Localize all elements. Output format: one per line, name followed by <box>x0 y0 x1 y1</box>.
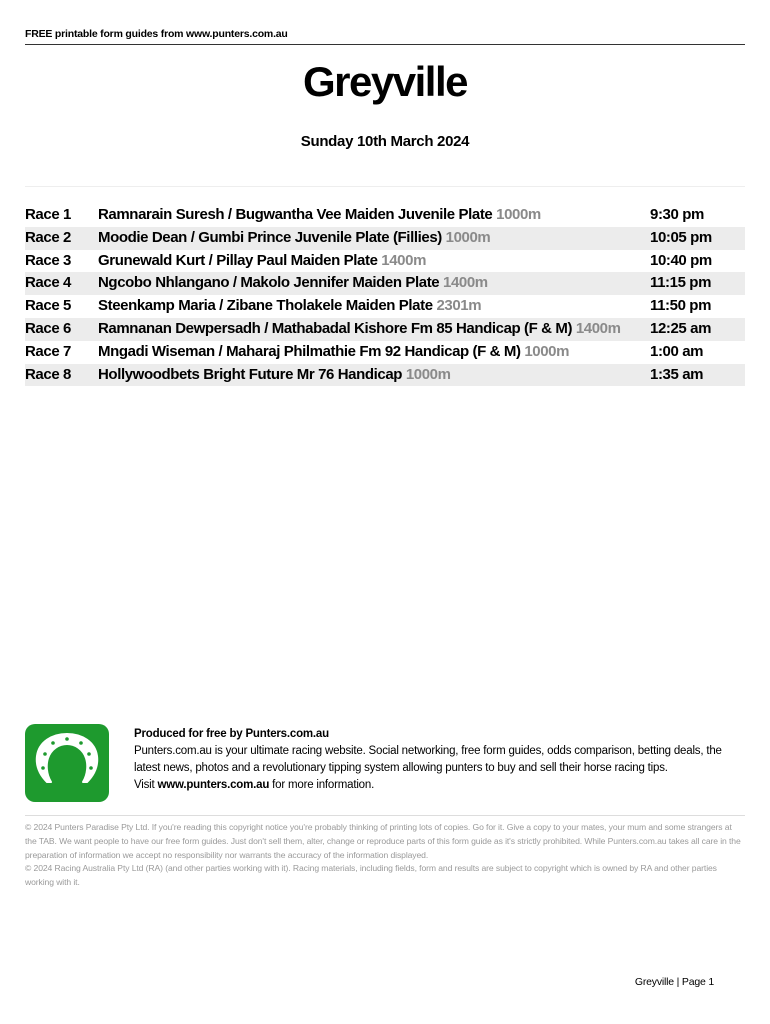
race-number: Race 1 <box>25 206 71 223</box>
race-row-7 <box>25 341 745 364</box>
race-number: Race 5 <box>25 297 71 315</box>
race-number: Race 4 <box>25 274 71 292</box>
race-row-1 <box>25 204 745 227</box>
punters-link[interactable]: www.punters.com.au <box>157 779 270 791</box>
race-name: Moodie Dean / Gumbi Prince Juvenile Plate (Fillies) <box>98 228 442 246</box>
horseshoe-icon <box>25 724 109 802</box>
race-name: Mngadi Wiseman / Maharaj Philmathie Fm 92 Handicap (F & M) <box>98 342 521 360</box>
punters-logo <box>25 724 109 802</box>
race-number: Race 7 <box>25 342 71 360</box>
race-time: 12:25 am <box>650 319 712 337</box>
race-row-2 <box>25 227 745 250</box>
race-number: Race 2 <box>25 228 71 246</box>
race-time: 1:00 am <box>650 342 704 360</box>
race-time: 11:15 pm <box>650 274 712 292</box>
race-time: 10:40 pm <box>650 251 712 269</box>
race-row-5 <box>25 295 745 318</box>
visit-prefix: Visit <box>134 779 155 791</box>
race-time: 11:50 pm <box>650 297 712 315</box>
race-distance: 1400m <box>575 319 621 337</box>
race-distance: 1000m <box>405 365 451 383</box>
promo-body: Punters.com.au is your ultimate racing website. Social networking, free form guides, odds comparison, betting deals, the latest news, photos and a revolutionary tipping system allowing punters to buy and sell their horse racing tips. <box>134 745 722 774</box>
race-distance: 1000m <box>524 342 570 360</box>
race-row-4 <box>25 272 745 295</box>
race-distance: 2301m <box>436 297 482 315</box>
race-time: 1:35 am <box>650 365 704 383</box>
race-name: Hollywoodbets Bright Future Mr 76 Handicap <box>98 365 403 383</box>
promo-block <box>25 724 745 804</box>
race-row-8 <box>25 364 745 387</box>
race-row-6 <box>25 318 745 341</box>
page-footer: Greyville | Page 1 <box>634 976 714 988</box>
fine-print <box>25 815 745 890</box>
venue-title: Greyville <box>303 58 467 105</box>
promo-title: Produced for free by Punters.com.au <box>134 728 329 740</box>
race-time: 9:30 pm <box>650 206 704 223</box>
race-list <box>25 204 745 386</box>
divider <box>25 186 745 187</box>
race-distance: 1400m <box>381 251 427 269</box>
race-name: Grunewald Kurt / Pillay Paul Maiden Plate <box>98 251 378 269</box>
promo-visit-line <box>134 777 746 794</box>
race-distance: 1400m <box>443 274 488 292</box>
race-distance: 1000m <box>496 206 541 223</box>
copyright-notice-1: © 2024 Punters Paradise Pty Ltd. If you're reading this copyright notice you're probably thinking of printing lots of copies. Go for it. Give a copy to your mates, your mum and some strangers at the TAB. We want people to have our free form guides. Just don't sell them, alter, change or reproduce parts of this form guide as it's strictly prohibited. While Punters.com.au takes all care in the preparation of information we accept no responsibility nor warrants the accuracy of the information displayed. <box>25 822 741 860</box>
copyright-notice-2: © 2024 Racing Australia Pty Ltd (RA) (and other parties working with it). Racing materials, including fields, form and results are subject to copyright which is owned by RA and other parties working with it. <box>25 863 717 888</box>
race-number: Race 6 <box>25 319 71 337</box>
meeting-date: Sunday 10th March 2024 <box>300 133 470 150</box>
visit-suffix: for more information. <box>272 779 375 791</box>
header-tagline: FREE printable form guides from www.punters.com.au <box>25 28 745 45</box>
race-number: Race 3 <box>25 251 71 269</box>
race-time: 10:05 pm <box>650 228 712 246</box>
race-row-3 <box>25 250 745 273</box>
race-name: Ngcobo Nhlangano / Makolo Jennifer Maiden Plate <box>98 274 440 292</box>
race-name: Steenkamp Maria / Zibane Tholakele Maiden Plate <box>98 297 433 315</box>
race-distance: 1000m <box>445 228 491 246</box>
race-number: Race 8 <box>25 365 71 383</box>
race-name: Ramnarain Suresh / Bugwantha Vee Maiden Juvenile Plate <box>98 206 493 223</box>
race-name: Ramnanan Dewpersadh / Mathabadal Kishore Fm 85 Handicap (F & M) <box>98 319 573 337</box>
